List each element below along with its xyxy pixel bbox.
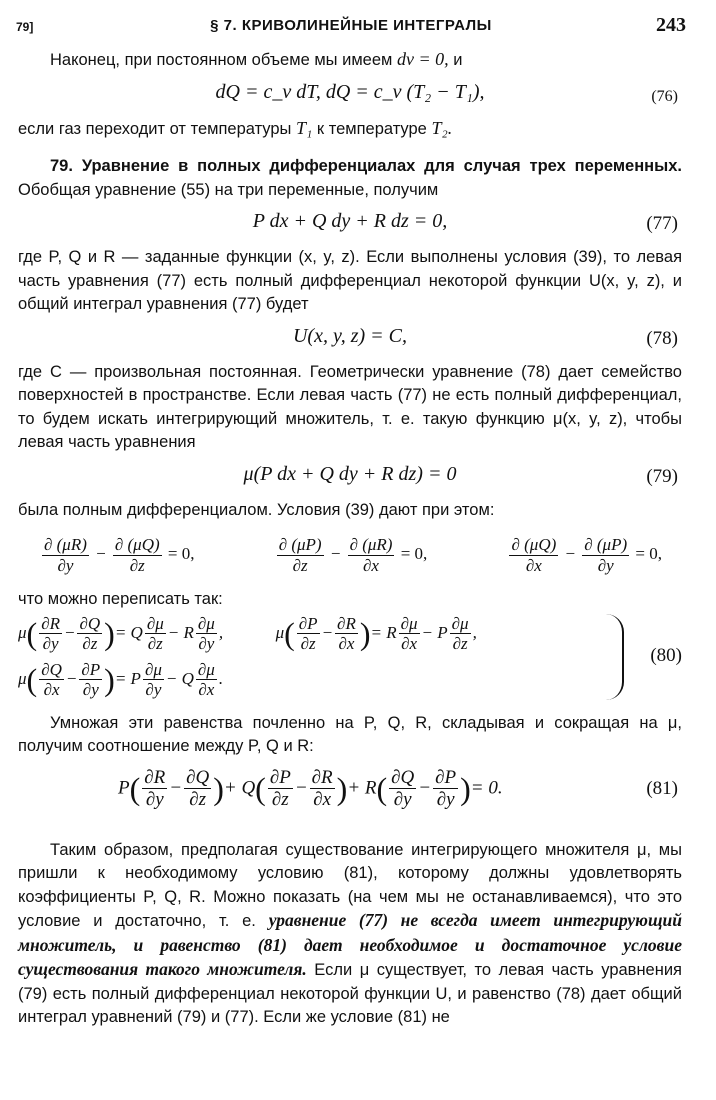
- running-header: [16, 14, 686, 38]
- frac-num: ∂ (μR): [349, 534, 393, 554]
- condition-tail: = 0,: [635, 543, 662, 563]
- equation-77-math: P dx + Q dy + R dz = 0,: [252, 210, 448, 232]
- condition-3: $\frac{\partial (\mu Q)}{\partial x}$ − $\frac{\partial (\mu P)}{\partial y}$ = 0,: [511, 534, 662, 575]
- frac-num: ∂ (μQ): [114, 534, 160, 554]
- equation-79: [18, 459, 682, 495]
- equation-81-math: P( $\frac{\partial R}{\partial y}$ − $\frac{\partial Q}{\partial z}$ )+ Q( $\frac{\partial P}{\partial z}$ − $\frac{\partial R}{\partial x}$ )+ R( $\frac{\partial Q}{\partial y}$ − $\frac{\partial P}{\partial y}$ )= 0.: [118, 766, 503, 811]
- equation-80-system: [18, 614, 682, 706]
- equation-81: [18, 759, 682, 825]
- system-brace: [602, 614, 624, 700]
- equation-76-math: dQ = c_v dT, dQ = c_v (T₂ − T₁),: [215, 80, 485, 103]
- final-paragraph: [18, 839, 682, 1030]
- line1-text: Наконец, при постоянном объеме мы имеем: [50, 51, 393, 69]
- inline-formula-dv: dv = 0,: [396, 49, 449, 69]
- text-line-1: [18, 48, 682, 73]
- equation-80-number: (80): [650, 644, 682, 666]
- page-body: [18, 48, 682, 1030]
- frac-num: ∂ (μQ): [511, 534, 557, 554]
- header-section-ref: 79]: [16, 20, 34, 34]
- frac-den: ∂z: [292, 555, 308, 575]
- page-number: 243: [656, 14, 686, 36]
- frac-den: ∂z: [129, 555, 145, 575]
- fraction-2b: [348, 535, 395, 575]
- text-line-2: [18, 117, 682, 142]
- final-text-1: Таким образом, предполагая существование интегрирующего множителя μ, мы пришли к необходимому условию (81), которому должны удовлетворять коэффициенты P, Q, R. Можно показать (на чем мы не останавливаемся), что это условие и достаточно, т. е.: [18, 840, 682, 930]
- paragraph-after-80: Умножая эти равенства почленно на P, Q, R, складывая и сокращая на μ, получим соотношение между P, Q и R:: [18, 713, 682, 755]
- conditions-row: [18, 522, 682, 588]
- fraction-3a: [509, 535, 558, 575]
- section-79-intro: [18, 155, 682, 202]
- equation-76-number: (76): [651, 87, 678, 105]
- final-emphasis: уравнение (77) не всегда имеет интегрирующий множитель, и равенство (81) дает необходимое и достаточное условие существования такого множителя.: [18, 910, 682, 979]
- equation-78-math: U(x, y, z) = C,: [292, 324, 408, 347]
- header-title: § 7. КРИВОЛИНЕЙНЫЕ ИНТЕГРАЛЫ: [210, 17, 492, 34]
- final-text-2: Если μ существует, то левая часть уравнения (79) есть полный дифференциал некоторой функции U, и равенство (78) дает общий интеграл уравнений (79) и (77). Если же условие (81) не: [18, 961, 682, 1026]
- equation-78-number: (78): [646, 327, 678, 349]
- line2-text-b: к температуре: [316, 119, 427, 138]
- equation-79-number: (79): [646, 465, 678, 487]
- frac-den: ∂y: [597, 555, 614, 575]
- equation-78: [18, 321, 682, 357]
- section-title: Уравнение в полных дифференциалах для случая трех переменных.: [81, 157, 682, 175]
- paragraph-after-78: где C — произвольная постоянная. Геометрически уравнение (78) дает семейство поверхностей в пространстве. Если левая часть (77) не есть полный дифференциал, то будем искать интегрирующий множитель, т. е. такую функцию μ(x, y, z), чтобы левая часть уравнения: [18, 362, 682, 451]
- condition-2: $\frac{\partial (\mu P)}{\partial z}$ − $\frac{\partial (\mu R)}{\partial x}$ = 0,: [278, 534, 428, 575]
- line2-text-a: если газ переходит от температуры: [18, 119, 292, 138]
- equation-80-line-1: μ( $\frac{\partial R}{\partial y}$ − $\frac{\partial Q}{\partial z}$ )= Q $\frac{\partial\mu}{\partial z}$ − R $\frac{\partial\mu}{\partial y}$ , μ( $\frac{\partial P}{\partial z}$ − $\frac{\partial R}{\partial x}$ )= R $\frac{\partial\mu}{\partial x}$ − P $\frac{\partial\mu}{\partial z}$ ,: [18, 613, 477, 654]
- condition-tail: = 0,: [400, 543, 428, 563]
- equation-76: [18, 77, 682, 113]
- frac-den: ∂y: [57, 555, 74, 575]
- fraction-3b: [582, 535, 629, 575]
- frac-num: ∂ (μP): [584, 534, 628, 554]
- rewrite-line: что можно переписать так:: [18, 590, 223, 608]
- condition-tail: = 0,: [167, 543, 195, 563]
- frac-num: ∂ (μP): [278, 534, 322, 554]
- inline-t2: T₂.: [431, 117, 453, 138]
- inline-t1: T₁: [296, 117, 313, 138]
- line1-tail: и: [453, 51, 463, 69]
- fraction-1a: [42, 535, 89, 575]
- fraction-1b: [113, 535, 162, 575]
- paragraph-after-79: была полным дифференциалом. Условия (39) дают при этом:: [18, 500, 495, 519]
- fraction-2a: [277, 535, 324, 575]
- frac-den: ∂x: [525, 555, 542, 575]
- frac-num: ∂ (μR): [44, 534, 87, 554]
- equation-80-line-2: μ( $\frac{\partial Q}{\partial x}$ − $\frac{\partial P}{\partial y}$ )= P $\frac{\partial\mu}{\partial y}$ − Q $\frac{\partial\mu}{\partial x}$ .: [18, 659, 224, 700]
- condition-1: $\frac{\partial (\mu R)}{\partial y}$ − $\frac{\partial (\mu Q)}{\partial z}$ = 0,: [44, 534, 195, 575]
- equation-77-number: (77): [646, 213, 678, 234]
- section-79-text: Обобщая уравнение (55) на три переменные, получим: [18, 180, 439, 199]
- frac-den: ∂x: [363, 555, 379, 575]
- equation-79-math: μ(P dx + Q dy + R dz) = 0: [243, 462, 457, 485]
- section-number: 79.: [50, 157, 73, 175]
- paragraph-after-77: где P, Q и R — заданные функции (x, y, z). Если выполнены условия (39), то левая часть уравнения (77) есть полный дифференциал некоторой функции U(x, y, z), и общий интеграл уравнения (77) будет: [18, 248, 682, 313]
- equation-77: [18, 206, 682, 242]
- equation-81-number: (81): [646, 777, 678, 799]
